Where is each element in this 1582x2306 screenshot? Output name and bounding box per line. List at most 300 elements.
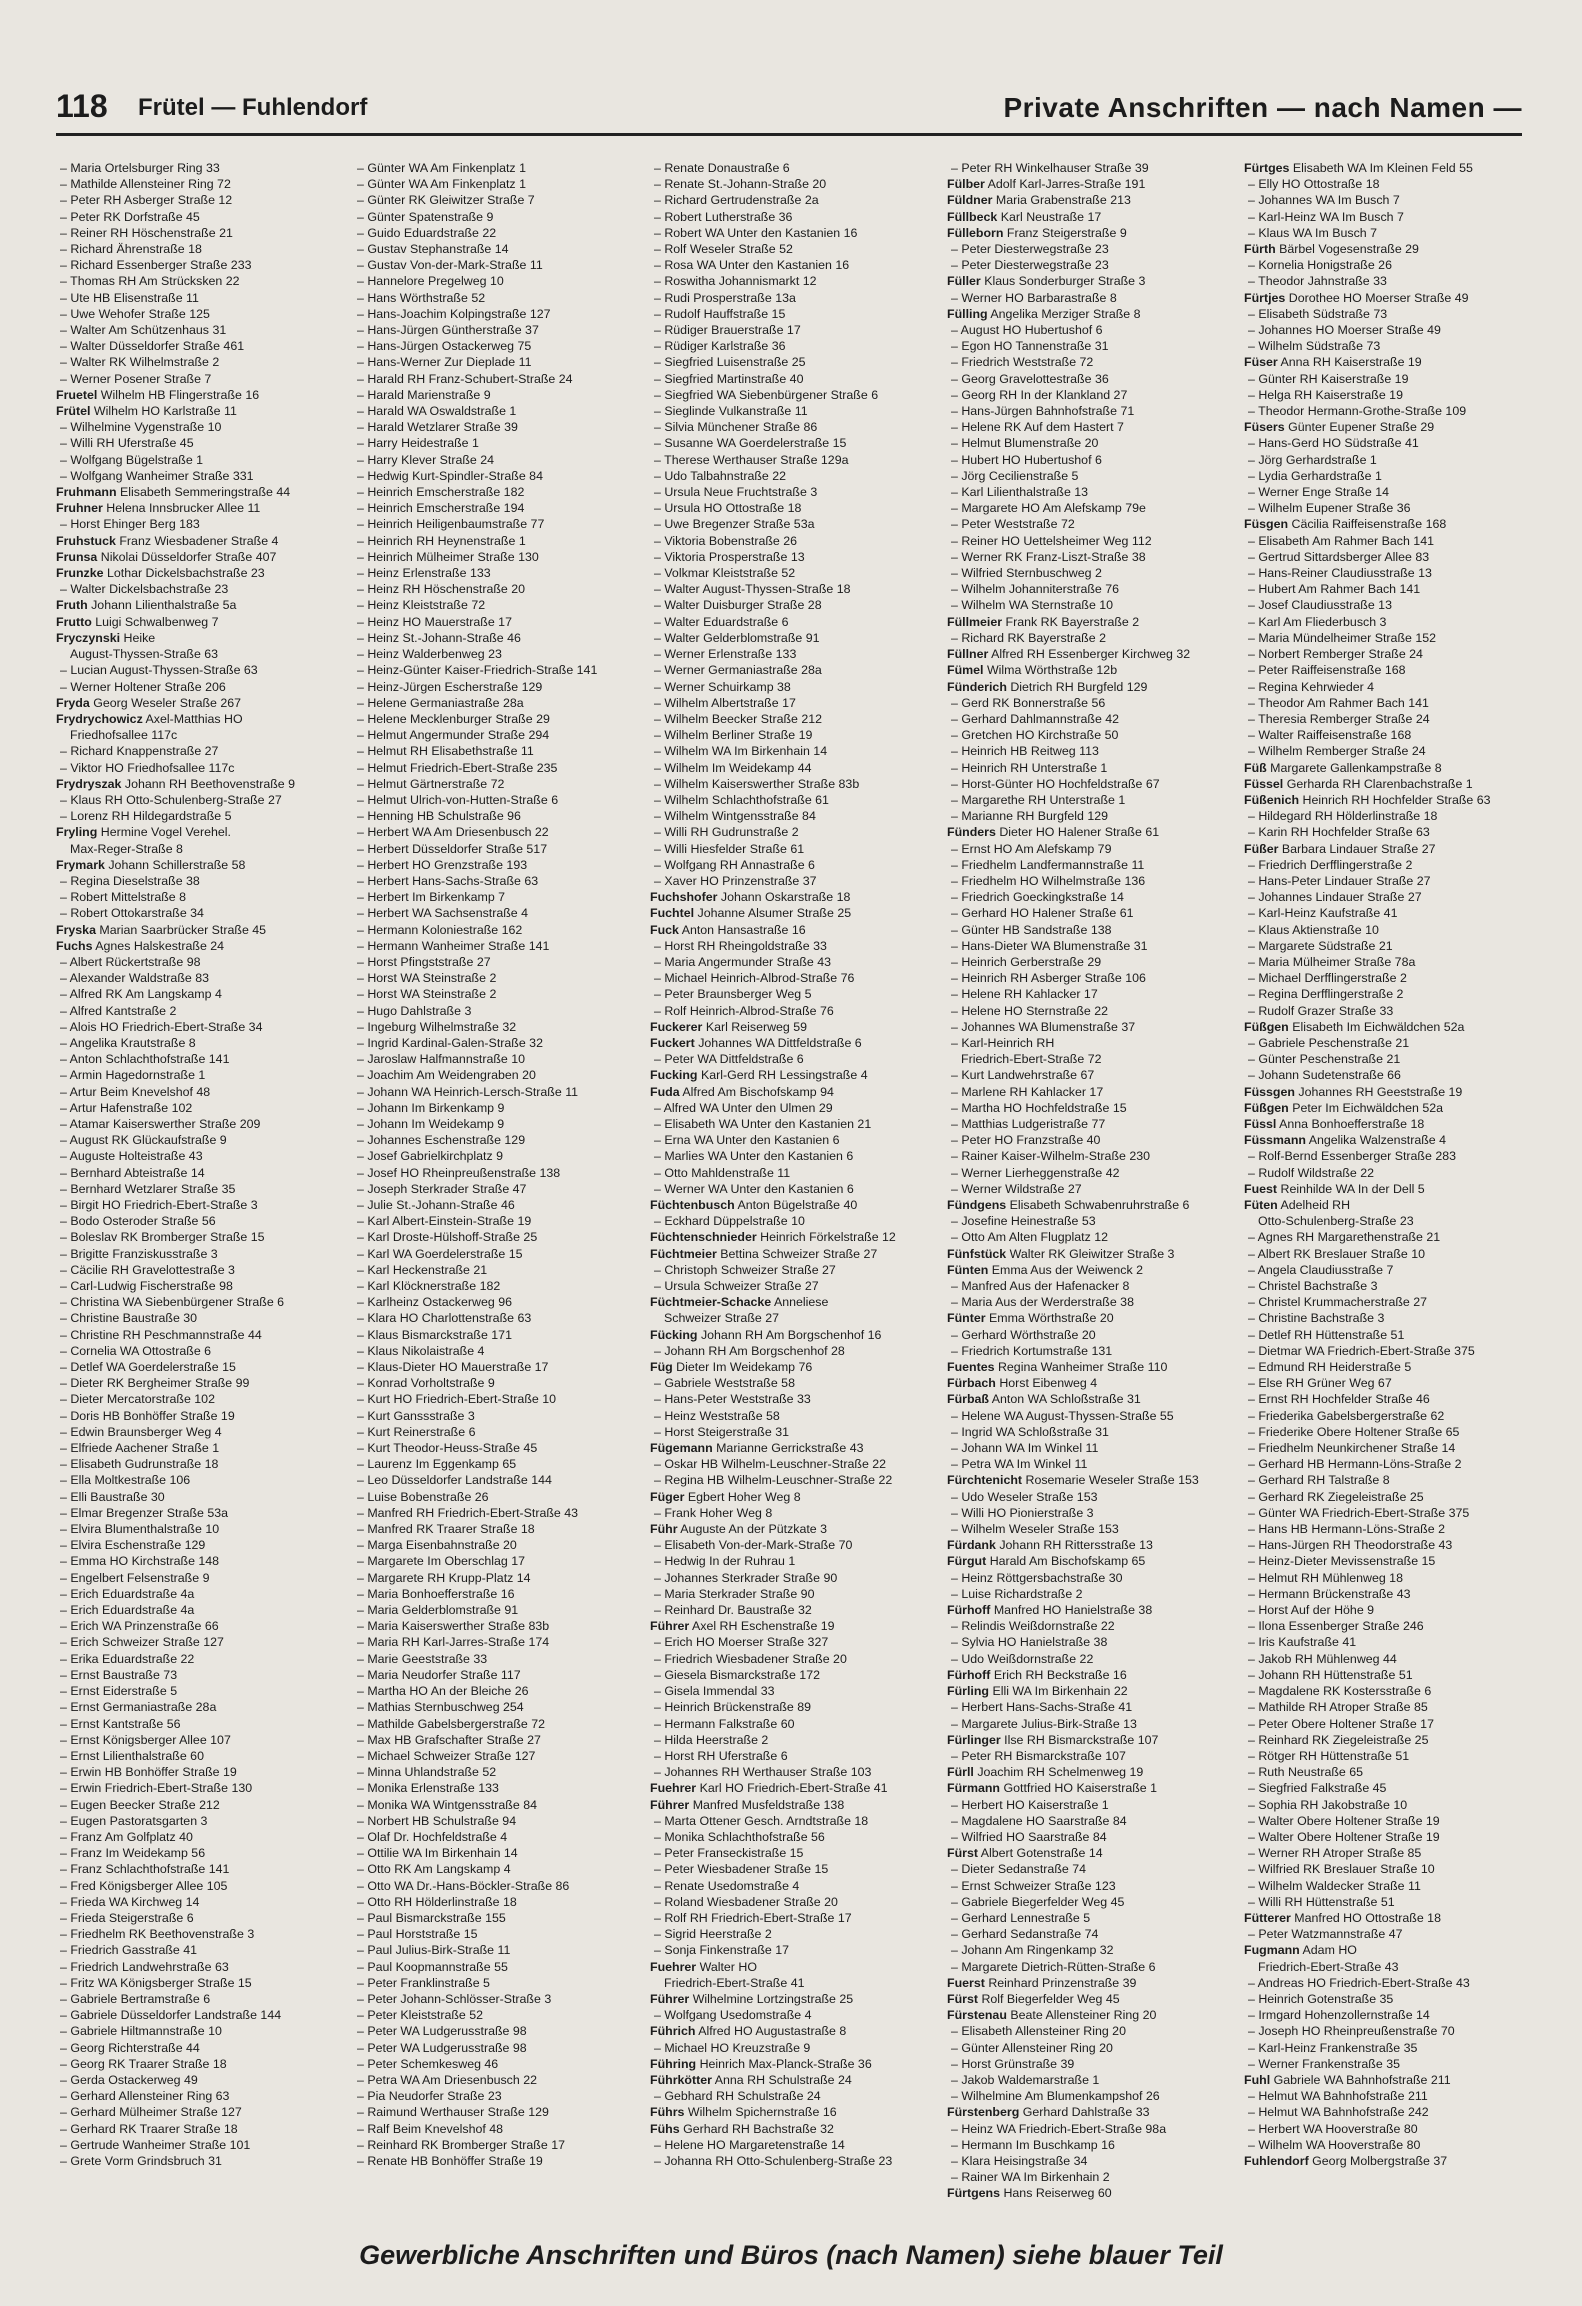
listing-entry: – Dietmar WA Friedrich-Ebert-Straße 375 [1244,1343,1530,1359]
family-name: Fruhner [56,501,103,516]
listing-entry: – Helmut RH Mühlenweg 18 [1244,1570,1530,1586]
listing-entry: – Doris HB Bonhöffer Straße 19 [56,1408,342,1424]
family-entry [947,646,1233,662]
listing-entry: – Willi RH Uferstraße 45 [56,435,342,451]
entry-text: Johannes WA Dittfeldstraße 6 [698,1035,862,1050]
listing-entry: – Joachim Am Weidengraben 20 [353,1067,639,1083]
listing-entry: – Rudolf Wildstraße 22 [1244,1165,1530,1181]
family-name: Fuckert [650,1035,695,1050]
family-name: Füllner [947,647,989,662]
listing-entry: – Armin Hagedornstraße 1 [56,1067,342,1083]
listing-entry: – Herbert WA Sachsenstraße 4 [353,905,639,921]
listing-entry: – Robert Mittelstraße 8 [56,889,342,905]
family-entry [1244,1084,1530,1100]
listing-entry: – Udo Weseler Straße 153 [947,1489,1233,1505]
listing-entry: – Cornelia WA Ottostraße 6 [56,1343,342,1359]
listing-entry: – Horst Pfingststraße 27 [353,954,639,970]
listing-entry: – Elisabeth Allensteiner Ring 20 [947,2023,1233,2039]
listing-entry: – Monika Erlenstraße 133 [353,1780,639,1796]
listing-entry: – Peter RK Dorfstraße 45 [56,209,342,225]
listing-entry: – Wolfgang Usedomstraße 4 [650,2007,936,2023]
entry-text: Ilse RH Bismarckstraße 107 [1004,1732,1159,1747]
listing-entry: – Gabriele Düsseldorfer Landstraße 144 [56,2007,342,2023]
listing-entry: – Ottilie WA Im Birkenhain 14 [353,1845,639,1861]
family-name: Fuckerer [650,1019,703,1034]
listing-entry: – Elisabeth Von-der-Mark-Straße 70 [650,1537,936,1553]
listing-entry: – Peter Kleiststraße 52 [353,2007,639,2023]
listing-entry: – Karl WA Goerdelerstraße 15 [353,1246,639,1262]
listing-entry: – Leo Düsseldorfer Landstraße 144 [353,1472,639,1488]
entry-text: Harald Am Bischofskamp 65 [989,1554,1146,1569]
listing-entry: – Artur Hafenstraße 102 [56,1100,342,1116]
entry-text: Gottfried HO Kaiserstraße 1 [1003,1781,1158,1796]
listing-entry: – Volkmar Kleiststraße 52 [650,565,936,581]
family-name: Fülling [947,306,988,321]
listing-entry: – Otto Mahldenstraße 11 [650,1165,936,1181]
family-name: Führer [650,1797,690,1812]
listing-entry: – Alfred WA Unter den Ulmen 29 [650,1100,936,1116]
continuation-line: Friedhofsallee 117c [70,728,178,743]
listing-entry: – Erna WA Unter den Kastanien 6 [650,1132,936,1148]
listing-entry: – Harald RH Franz-Schubert-Straße 24 [353,371,639,387]
listing-entry: – Franz Im Weidekamp 56 [56,1845,342,1861]
listing-entry: – Alois HO Friedrich-Ebert-Straße 34 [56,1019,342,1035]
family-name: Fürling [947,1684,989,1699]
family-name: Füllmeier [947,614,1003,629]
listing-entry: – Udo Talbahnstraße 22 [650,468,936,484]
entry-text: Elisabeth Schwabenruhrstraße 6 [1009,1198,1190,1212]
listing-entry: – Günter WA Friedrich-Ebert-Straße 375 [1244,1505,1530,1521]
listing-entry: – Hans Wörthstraße 52 [353,290,639,306]
listing-entry: – Thomas RH Am Strücksken 22 [56,273,342,289]
family-entry [1244,1019,1530,1035]
listing-entry: – Christel Bachstraße 3 [1244,1278,1530,1294]
listing-entry: – Gerhard Mülheimer Straße 127 [56,2104,342,2120]
family-entry [650,1440,936,1456]
listing-entry: – Richard Ährenstraße 18 [56,241,342,257]
entry-text: Reinhilde WA In der Dell 5 [1280,1181,1425,1196]
directory-columns [56,160,1526,2200]
listing-entry: – Ilona Essenberger Straße 246 [1244,1618,1530,1634]
listing-entry: – Margarete Julius-Birk-Straße 13 [947,1716,1233,1732]
listing-entry: – Helmut Friedrich-Ebert-Straße 235 [353,760,639,776]
listing-entry: – Werner Germaniastraße 28a [650,662,936,678]
listing-entry: – Heinrich Emscherstraße 182 [353,484,639,500]
listing-entry: – Maria Ortelsburger Ring 33 [56,160,342,176]
listing-entry: – Franz Schlachthofstraße 141 [56,1861,342,1877]
listing-entry: – Walter Düsseldorfer Straße 461 [56,338,342,354]
entry-text: Albert Gotenstraße 14 [980,1846,1103,1861]
entry-text: Nikolai Düsseldorfer Straße 407 [100,549,277,564]
listing-entry: – Heinz Erlenstraße 133 [353,565,639,581]
listing-entry: – Werner Lierheggenstraße 42 [947,1165,1233,1181]
listing-entry: – Peter RH Asberger Straße 12 [56,192,342,208]
family-name: Frunsa [56,549,98,564]
listing-entry: – Reiner RH Höschenstraße 21 [56,225,342,241]
family-name: Führs [650,2105,685,2120]
listing-entry: – Johannes Sterkrader Straße 90 [650,1570,936,1586]
listing-entry: – Helmut WA Bahnhofstraße 211 [1244,2088,1530,2104]
listing-entry: – Therese Werthauser Straße 129a [650,452,936,468]
listing-entry: – Johann RH Am Borgschenhof 28 [650,1343,936,1359]
listing-entry: – Maria Mülheimer Straße 78a [1244,954,1530,970]
listing-entry: – Ursula HO Ottostraße 18 [650,500,936,516]
listing-entry: – Maria Sterkrader Straße 90 [650,1586,936,1602]
entry-text: Axel RH Eschenstraße 19 [692,1619,835,1634]
listing-entry: – Elfriede Aachener Straße 1 [56,1440,342,1456]
listing-entry: – Peter Obere Holtener Straße 17 [1244,1716,1530,1732]
listing-entry: – Magdalene RK Kostersstraße 6 [1244,1683,1530,1699]
entry-text: Johann Lilienthalstraße 5a [91,598,237,613]
listing-entry: – Wilhelm Kaiserswerther Straße 83b [650,776,936,792]
family-name: Fühs [650,2121,680,2136]
listing-entry: – Gabriele Hiltmannstraße 10 [56,2023,342,2039]
listing-entry: – Wilhelm Berliner Straße 19 [650,727,936,743]
family-entry [947,1667,1233,1683]
listing-entry: – Ernst HO Am Alefskamp 79 [947,841,1233,857]
listing-entry: – Peter Diesterwegstraße 23 [947,257,1233,273]
listing-entry: – Udo Weißdornstraße 22 [947,1651,1233,1667]
listing-entry: – Ernst Königsberger Allee 107 [56,1732,342,1748]
family-name: Füchtenbusch [650,1198,735,1212]
family-name: Führkötter [650,2072,712,2087]
listing-entry: – Else RH Grüner Weg 67 [1244,1375,1530,1391]
family-name: Fürstenberg [947,2105,1020,2120]
listing-entry: – Harry Heidestraße 1 [353,435,639,451]
listing-entry: – Klara HO Charlottenstraße 63 [353,1310,639,1326]
family-entry [1244,2072,1530,2088]
family-name: Füchtmeier-Schacke [650,1295,772,1310]
listing-entry: – Fred Königsberger Allee 105 [56,1878,342,1894]
family-name: Fryska [56,922,96,937]
listing-entry: – Martha HO An der Bleiche 26 [353,1683,639,1699]
listing-entry: – Martha HO Hochfeldstraße 15 [947,1100,1233,1116]
listing-entry: – Erich HO Moerser Straße 327 [650,1634,936,1650]
family-name: Füchtmeier [650,1246,717,1261]
entry-text: Dieter HO Halener Straße 61 [999,825,1160,840]
listing-entry: – Heinz WA Friedrich-Ebert-Straße 98a [947,2121,1233,2137]
listing-entry: – Henning HB Schulstraße 96 [353,808,639,824]
listing-entry: – Lydia Gerhardstraße 1 [1244,468,1530,484]
listing-entry: – Klara Heisingstraße 34 [947,2153,1233,2169]
entry-text: Wilhelm HB Flingerstraße 16 [100,387,260,402]
entry-text: Franz Steigerstraße 9 [1006,225,1127,240]
entry-text: Anna RH Schulstraße 24 [714,2072,852,2087]
listing-entry: – Roland Wiesbadener Straße 20 [650,1894,936,1910]
family-entry [650,1197,936,1213]
listing-entry: – Werner Schuirkamp 38 [650,679,936,695]
listing-entry: – Kurt Reinerstraße 6 [353,1424,639,1440]
entry-text: Johanne Alsumer Straße 25 [697,906,852,921]
listing-entry: – Reinhard RK Bromberger Straße 17 [353,2137,639,2153]
family-entry [56,695,342,711]
listing-entry: – Ernst Baustraße 73 [56,1667,342,1683]
listing-entry: – Laurenz Im Eggenkamp 65 [353,1456,639,1472]
entry-text: Karl Reiserweg 59 [705,1019,808,1034]
listing-entry: – Helmut Blumenstraße 20 [947,435,1233,451]
listing-entry: – Helene HO Sternstraße 22 [947,1003,1233,1019]
listing-entry: – Roswitha Johannismarkt 12 [650,273,936,289]
listing-entry: – Ursula Schweizer Straße 27 [650,1278,936,1294]
entry-text: Auguste An der Pützkate 3 [680,1522,828,1537]
family-name: Fuerst [947,1975,985,1990]
entry-text: Anna Bonhoefferstraße 18 [1279,1116,1425,1131]
listing-entry: – Rosa WA Unter den Kastanien 16 [650,257,936,273]
listing-entry: – Walter Duisburger Straße 28 [650,597,936,613]
listing-entry: – Jörg Gerhardstraße 1 [1244,452,1530,468]
family-entry [650,1797,936,1813]
listing-entry: – Fritz WA Königsberger Straße 15 [56,1975,342,1991]
listing-entry: – Marga Eisenbahnstraße 20 [353,1537,639,1553]
listing-entry: – Ingrid WA Schloßstraße 31 [947,1424,1233,1440]
listing-entry: – Peter Johann-Schlösser-Straße 3 [353,1991,639,2007]
listing-entry: – Heinz Röttgersbachstraße 30 [947,1570,1233,1586]
listing-entry: – Wilhelm WA Sternstraße 10 [947,597,1233,613]
family-name: Fucking [650,1068,698,1083]
listing-entry: – Paul Horststraße 15 [353,1926,639,1942]
listing-entry: – Gertrude Wanheimer Straße 101 [56,2137,342,2153]
family-name: Fuchtel [650,906,695,921]
family-entry [947,2185,1233,2200]
family-name: Füß [1244,760,1267,775]
family-name: Füchtenschnieder [650,1230,757,1245]
listing-entry: – Wilfried Sternbuschweg 2 [947,565,1233,581]
listing-entry: – Heinz Walderbenweg 23 [353,646,639,662]
listing-entry: – Hans-Joachim Kolpingstraße 127 [353,306,639,322]
entry-text: Johann Oskarstraße 18 [720,890,851,905]
entry-text: Angelika Merziger Straße 8 [990,306,1141,321]
listing-entry: – Werner Frankenstraße 35 [1244,2056,1530,2072]
footer-note: Gewerbliche Anschriften und Büros (nach Namen) siehe blauer Teil [359,2240,1223,2270]
family-entry [56,776,342,792]
entry-text: Franz Wiesbadener Straße 4 [119,533,279,548]
listing-entry: – Emma HO Kirchstraße 148 [56,1553,342,1569]
family-name: Füsers [1244,420,1285,435]
listing-entry: – Atamar Kaiserswerther Straße 209 [56,1116,342,1132]
listing-entry: – Wilhelm Wintgensstraße 84 [650,808,936,824]
family-entry [56,484,342,500]
listing-entry: – Johann Im Weidekamp 9 [353,1116,639,1132]
listing-entry: – Hans-Gerd HO Südstraße 41 [1244,435,1530,451]
listing-entry: – Herbert Hans-Sachs-Straße 63 [353,873,639,889]
family-entry [1244,1132,1530,1148]
family-entry [1244,1116,1530,1132]
entry-text: Manfred Musfeldstraße 138 [692,1797,845,1812]
entry-text: Karl HO Friedrich-Ebert-Straße 41 [699,1781,888,1796]
listing-entry: – Hans HB Hermann-Löns-Straße 2 [1244,1521,1530,1537]
family-name: Fugmann [1244,1943,1300,1958]
entry-text: Johannes RH Geeststraße 19 [1298,1084,1463,1099]
family-entry [650,1035,936,1051]
entry-text: Heike [123,630,156,645]
listing-entry: – Willi RH Hüttenstraße 51 [1244,1894,1530,1910]
listing-entry: – Helmut RH Elisabethstraße 11 [353,743,639,759]
listing-entry: – Walter Obere Holtener Straße 19 [1244,1813,1530,1829]
listing-entry: – Oskar HB Wilhelm-Leuschner-Straße 22 [650,1456,936,1472]
listing-entry: – Frieda Steigerstraße 6 [56,1910,342,1926]
listing-entry: – Hermann Brückenstraße 43 [1244,1586,1530,1602]
listing-entry: – Carl-Ludwig Fischerstraße 98 [56,1278,342,1294]
family-name: Frutto [56,614,92,629]
listing-entry: – Robert WA Unter den Kastanien 16 [650,225,936,241]
entry-text: Joachim RH Schelmenweg 19 [977,1765,1144,1780]
listing-entry: – Heinrich Heiligenbaumstraße 77 [353,516,639,532]
listing-entry: – Helene RH Kahlacker 17 [947,986,1233,1002]
listing-entry: – Detlef RH Hüttenstraße 51 [1244,1327,1530,1343]
listing-entry: – Rainer WA Im Birkenhain 2 [947,2169,1233,2185]
listing-entry: – Harry Klever Straße 24 [353,452,639,468]
listing-entry: – Erich Schweizer Straße 127 [56,1634,342,1650]
listing-entry: – Bodo Osteroder Straße 56 [56,1213,342,1229]
listing-entry: – Günter WA Am Finkenplatz 1 [353,160,639,176]
listing-entry: – Karl-Heinz Kaufstraße 41 [1244,905,1530,921]
listing-entry: – Josef Gabrielkirchplatz 9 [353,1148,639,1164]
listing-entry: – Peter Weststraße 72 [947,516,1233,532]
listing-entry: – Maria Mündelheimer Straße 152 [1244,630,1530,646]
entry-text: Walter HO [699,1959,757,1974]
family-entry [1244,1942,1530,1958]
listing-entry: – Elisabeth Südstraße 73 [1244,306,1530,322]
family-name: Fünders [947,825,996,840]
listing-entry: – Julie St.-Johann-Straße 46 [353,1197,639,1213]
listing-entry: – Otto WA Dr.-Hans-Böckler-Straße 86 [353,1878,639,1894]
family-name: Fülleborn [947,225,1004,240]
family-name: Füßgen [1244,1100,1289,1115]
entry-text: Gerhard RH Bachstraße 32 [683,2121,834,2136]
listing-entry: – Pia Neudorfer Straße 23 [353,2088,639,2104]
family-name: Fürhoff [947,1603,991,1618]
entry-text: Johann RH Am Borgschenhof 16 [700,1327,882,1342]
listing-entry: – Paul Koopmannstraße 55 [353,1959,639,1975]
family-name: Füssel [1244,776,1284,791]
listing-entry: – Günter RK Gleiwitzer Straße 7 [353,192,639,208]
entry-text: Luigi Schwalbenweg 7 [95,614,219,629]
listing-entry: – Hans-Jürgen Ostackerweg 75 [353,338,639,354]
listing-entry: – Paul Bismarckstraße 155 [353,1910,639,1926]
listing-entry: – Engelbert Felsenstraße 9 [56,1570,342,1586]
listing-entry: – Eugen Pastoratsgarten 3 [56,1813,342,1829]
entry-text: Johann RH Rittersstraße 13 [999,1538,1153,1553]
listing-entry: – Gerhard Sedanstraße 74 [947,1926,1233,1942]
entry-text: Wilhelm HO Karlstraße 11 [93,404,237,419]
entry-text: Agnes Halskestraße 24 [95,938,225,953]
listing-entry: – Horst WA Steinstraße 2 [353,986,639,1002]
listing-entry: – Renate Donaustraße 6 [650,160,936,176]
listing-entry: – Albert Rückertstraße 98 [56,954,342,970]
listing-entry: – Heinz HO Mauerstraße 17 [353,614,639,630]
listing-entry: – Gerda Ostackerweg 49 [56,2072,342,2088]
family-entry [650,2023,936,2039]
listing-entry: – Karl Albert-Einstein-Straße 19 [353,1213,639,1229]
entry-text: Helena Innsbrucker Allee 11 [106,501,261,516]
listing-entry: – Paul Julius-Birk-Straße 11 [353,1942,639,1958]
listing-entry: – Heinrich RH Unterstraße 1 [947,760,1233,776]
listing-entry: – Walter Am Schützenhaus 31 [56,322,342,338]
family-entry [947,1391,1233,1407]
continuation-line: Friedrich-Ebert-Straße 41 [664,1975,805,1990]
family-entry [947,1732,1233,1748]
listing-entry: – Elvira Blumenthalstraße 10 [56,1521,342,1537]
listing-entry: – Johann Am Ringenkamp 32 [947,1942,1233,1958]
listing-entry: – Bernhard Wetzlarer Straße 35 [56,1181,342,1197]
section-title: Private Anschriften — nach Namen — [1003,92,1522,123]
listing-entry: – Karl Lilienthalstraße 13 [947,484,1233,500]
listing-entry: – Sylvia HO Hanielstraße 38 [947,1634,1233,1650]
directory-column-3 [650,160,936,2200]
listing-entry: – Eckhard Düppelstraße 10 [650,1213,936,1229]
listing-entry: – Friedhelm HO Wilhelmstraße 136 [947,873,1233,889]
listing-entry: – Siegfried Falkstraße 45 [1244,1780,1530,1796]
listing-entry: – Herbert HO Grenzstraße 193 [353,857,639,873]
listing-entry: – Wilhelm Waldecker Straße 11 [1244,1878,1530,1894]
listing-entry: – Johanna RH Otto-Schulenberg-Straße 23 [650,2153,936,2169]
listing-entry: – Josefine Heinestraße 53 [947,1213,1233,1229]
listing-entry: – Johann WA Im Winkel 11 [947,1440,1233,1456]
listing-entry: – Ute HB Elisenstraße 11 [56,290,342,306]
family-entry [650,1084,936,1100]
listing-entry: – Gertrud Sittardsberger Allee 83 [1244,549,1530,565]
listing-entry: – Margarete Südstraße 21 [1244,938,1530,954]
listing-entry: – Ernst Kantstraße 56 [56,1716,342,1732]
family-entry [56,597,342,613]
family-name: Fürtges [1244,161,1290,175]
entry-text: Dietrich RH Burgfeld 129 [1010,679,1148,694]
family-entry [650,1991,936,2007]
listing-entry: – Harald Marienstraße 9 [353,387,639,403]
listing-entry: – Minna Uhlandstraße 52 [353,1764,639,1780]
family-name: Fügemann [650,1441,713,1456]
family-name: Fürbaß [947,1392,989,1407]
family-name: Füssl [1244,1116,1277,1131]
family-name: Fücking [650,1327,698,1342]
family-entry [1244,1100,1530,1116]
family-name: Frydrychowicz [56,711,143,726]
listing-entry: – Horst Auf der Höhe 9 [1244,1602,1530,1618]
listing-entry: – Helene Germaniastraße 28a [353,695,639,711]
continuation-line: Max-Reger-Straße 8 [70,841,183,856]
listing-entry: – Hubert Am Rahmer Bach 141 [1244,581,1530,597]
family-entry [650,1780,936,1796]
name-range: Frütel — Fuhlendorf [138,94,368,121]
entry-text: Anneliese [773,1295,829,1310]
listing-entry: – Heinz-Günter Kaiser-Friedrich-Straße 141 [353,662,639,678]
listing-entry: – Karl Klöcknerstraße 182 [353,1278,639,1294]
listing-entry: – Karlheinz Ostackerweg 96 [353,1294,639,1310]
entry-text: Alfred Am Bischofskamp 94 [682,1084,834,1099]
family-entry [1244,1910,1530,1926]
listing-entry: – Elly HO Ottostraße 18 [1244,176,1530,192]
listing-entry: – Günter Spatenstraße 9 [353,209,639,225]
listing-entry: – Peter Diesterwegstraße 23 [947,241,1233,257]
listing-entry: – Friederike Obere Holtener Straße 65 [1244,1424,1530,1440]
family-entry [1244,241,1530,257]
entry-text: Anton Hansastraße 16 [681,922,806,937]
listing-entry: – Heinrich Gotenstraße 35 [1244,1991,1530,2007]
listing-entry: – Joseph HO Rheinpreußenstraße 70 [1244,2023,1530,2039]
listing-entry: – Karl Am Fliederbusch 3 [1244,614,1530,630]
listing-entry: – Manfred RK Traarer Straße 18 [353,1521,639,1537]
directory-column-2 [353,160,639,2200]
listing-entry: – Elisabeth WA Unter den Kastanien 21 [650,1116,936,1132]
family-name: Füssgen [1244,1084,1295,1099]
listing-entry: – Klaus Bismarckstraße 171 [353,1327,639,1343]
family-name: Fryda [56,695,90,710]
listing-entry: – Michael HO Kreuzstraße 9 [650,2040,936,2056]
family-entry [650,1246,936,1262]
listing-entry: – Willi RH Gudrunstraße 2 [650,824,936,840]
listing-entry: – Brigitte Franziskusstraße 3 [56,1246,342,1262]
directory-column-4 [947,160,1233,2200]
